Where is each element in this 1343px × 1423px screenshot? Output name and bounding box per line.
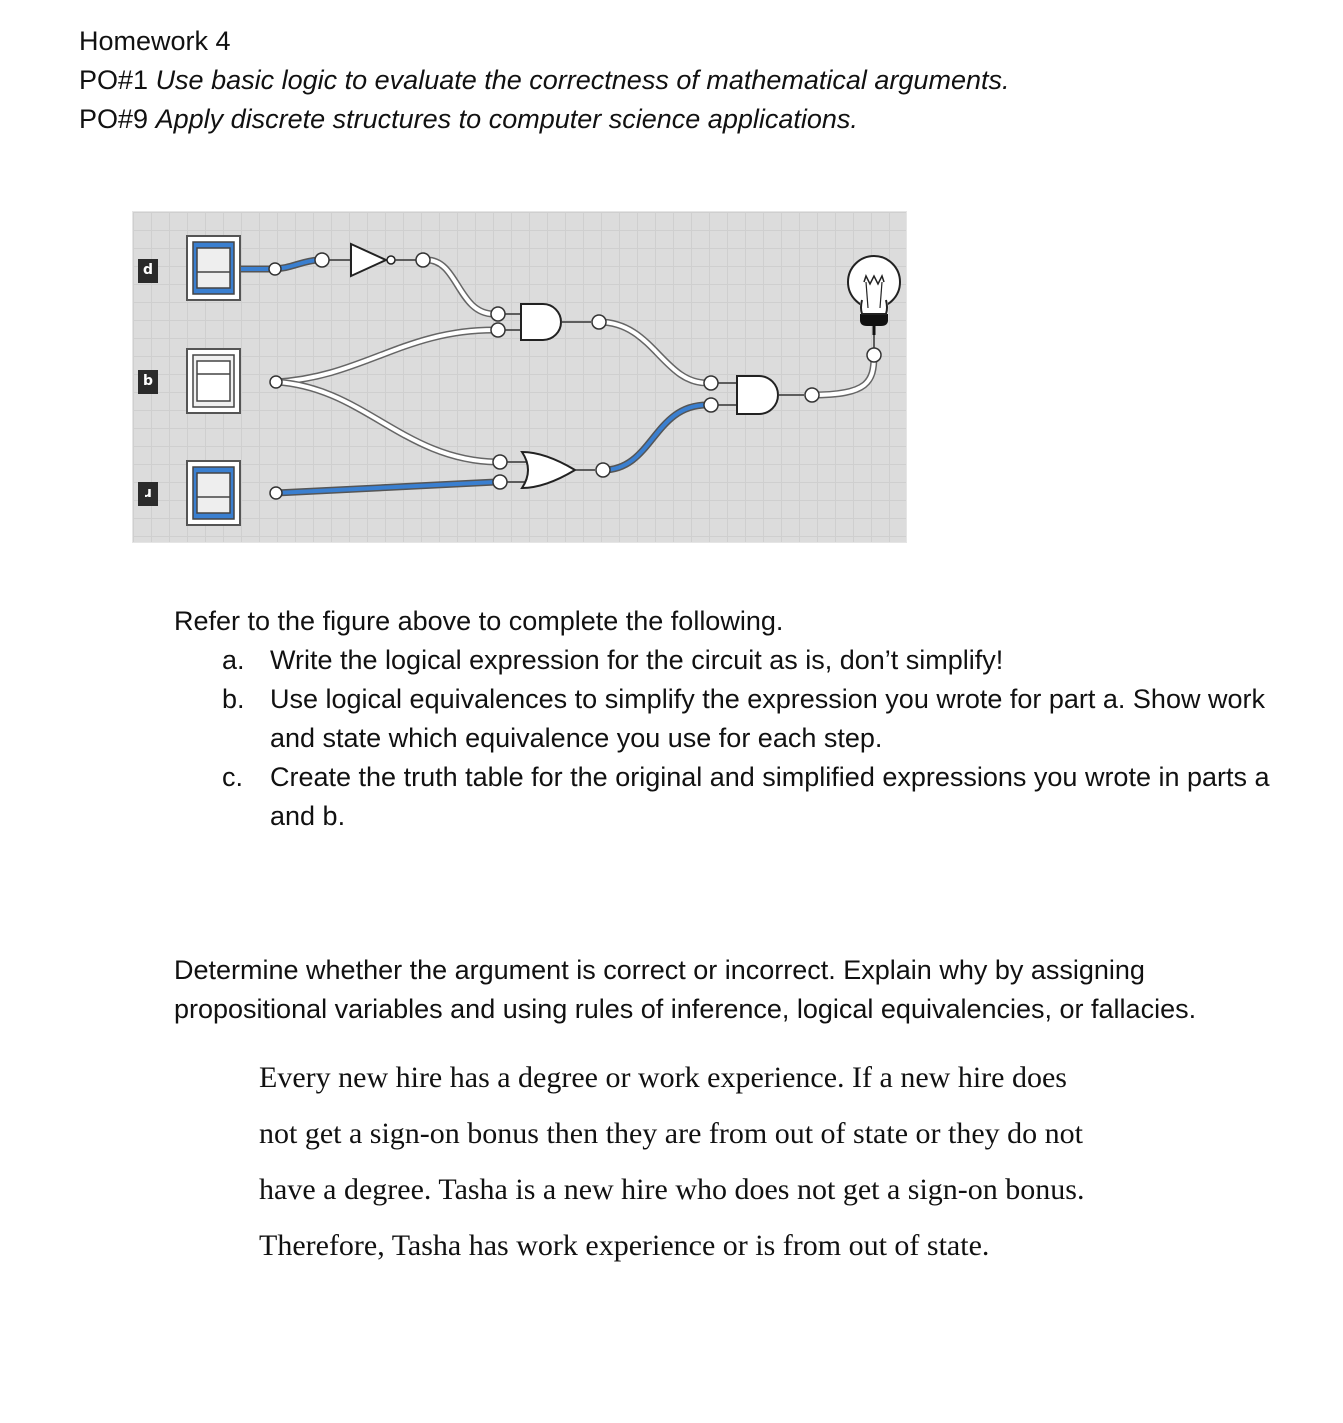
question-c-text: Create the truth table for the original and simplified expressions you wrote in parts a and b. [270, 762, 1270, 831]
argument-prompt: Determine whether the argument is correct or incorrect. Explain why by assigning propositional variables and using rules of inference, logical equivalencies, or fallacies. [174, 955, 1197, 1024]
argument-text [259, 1050, 1219, 1274]
not-gate [326, 244, 419, 276]
po1-code: PO#1 [79, 65, 149, 95]
argument-line: Every new hire has a degree or work experience. If a new hire does [259, 1061, 1067, 1094]
question-b-text: Use logical equivalences to simplify the expression you wrote for part a. Show work and state which equivalence you use for each step. [270, 684, 1265, 753]
and-gate-1 [502, 304, 591, 340]
argument-line: have a degree. Tasha is a new hire who does not get a sign-on bonus. [259, 1173, 1085, 1206]
wire-q-to-and1 [276, 330, 494, 382]
input-label-r: r [138, 482, 158, 506]
input-label-q: q [138, 370, 158, 394]
homework-title: Homework 4 [79, 26, 231, 56]
connection-pins [269, 253, 881, 499]
program-outcome-9 [79, 100, 1009, 139]
switch-p [187, 236, 240, 300]
switch-q [187, 349, 240, 413]
question-b-marker: b. [222, 684, 245, 714]
question-a-marker: a. [222, 645, 245, 675]
question-c [174, 758, 1294, 836]
and-gate-2 [715, 376, 804, 414]
wire-and2-to-bulb [812, 355, 874, 395]
po9-code: PO#9 [79, 104, 149, 134]
header [79, 22, 1009, 139]
program-outcome-1 [79, 61, 1009, 100]
wire-q-to-or [276, 382, 496, 462]
or-gate [504, 452, 595, 488]
circuit-questions [174, 602, 1294, 836]
wire-and1-to-and2 [599, 322, 707, 383]
question-list [174, 641, 1294, 836]
circuit-diagram [133, 212, 908, 544]
input-label-p: p [138, 259, 158, 283]
po1-text: Use basic logic to evaluate the correctness of mathematical arguments. [155, 65, 1010, 95]
wires [241, 260, 874, 493]
question-b [174, 680, 1294, 758]
argument-line: Therefore, Tasha has work experience or is from out of state. [259, 1229, 990, 1262]
question-c-marker: c. [222, 762, 244, 792]
switch-r [187, 461, 240, 525]
argument-line: not get a sign-on bonus then they are from out of state or they do not [259, 1117, 1083, 1150]
questions-intro: Refer to the figure above to complete the following. [174, 606, 784, 636]
question-a [174, 641, 1294, 680]
po9-text: Apply discrete structures to computer science applications. [155, 104, 858, 134]
question-a-text: Write the logical expression for the circuit as is, don’t simplify! [270, 645, 1004, 675]
logic-circuit-figure [132, 211, 907, 543]
light-bulb-icon [848, 256, 900, 348]
